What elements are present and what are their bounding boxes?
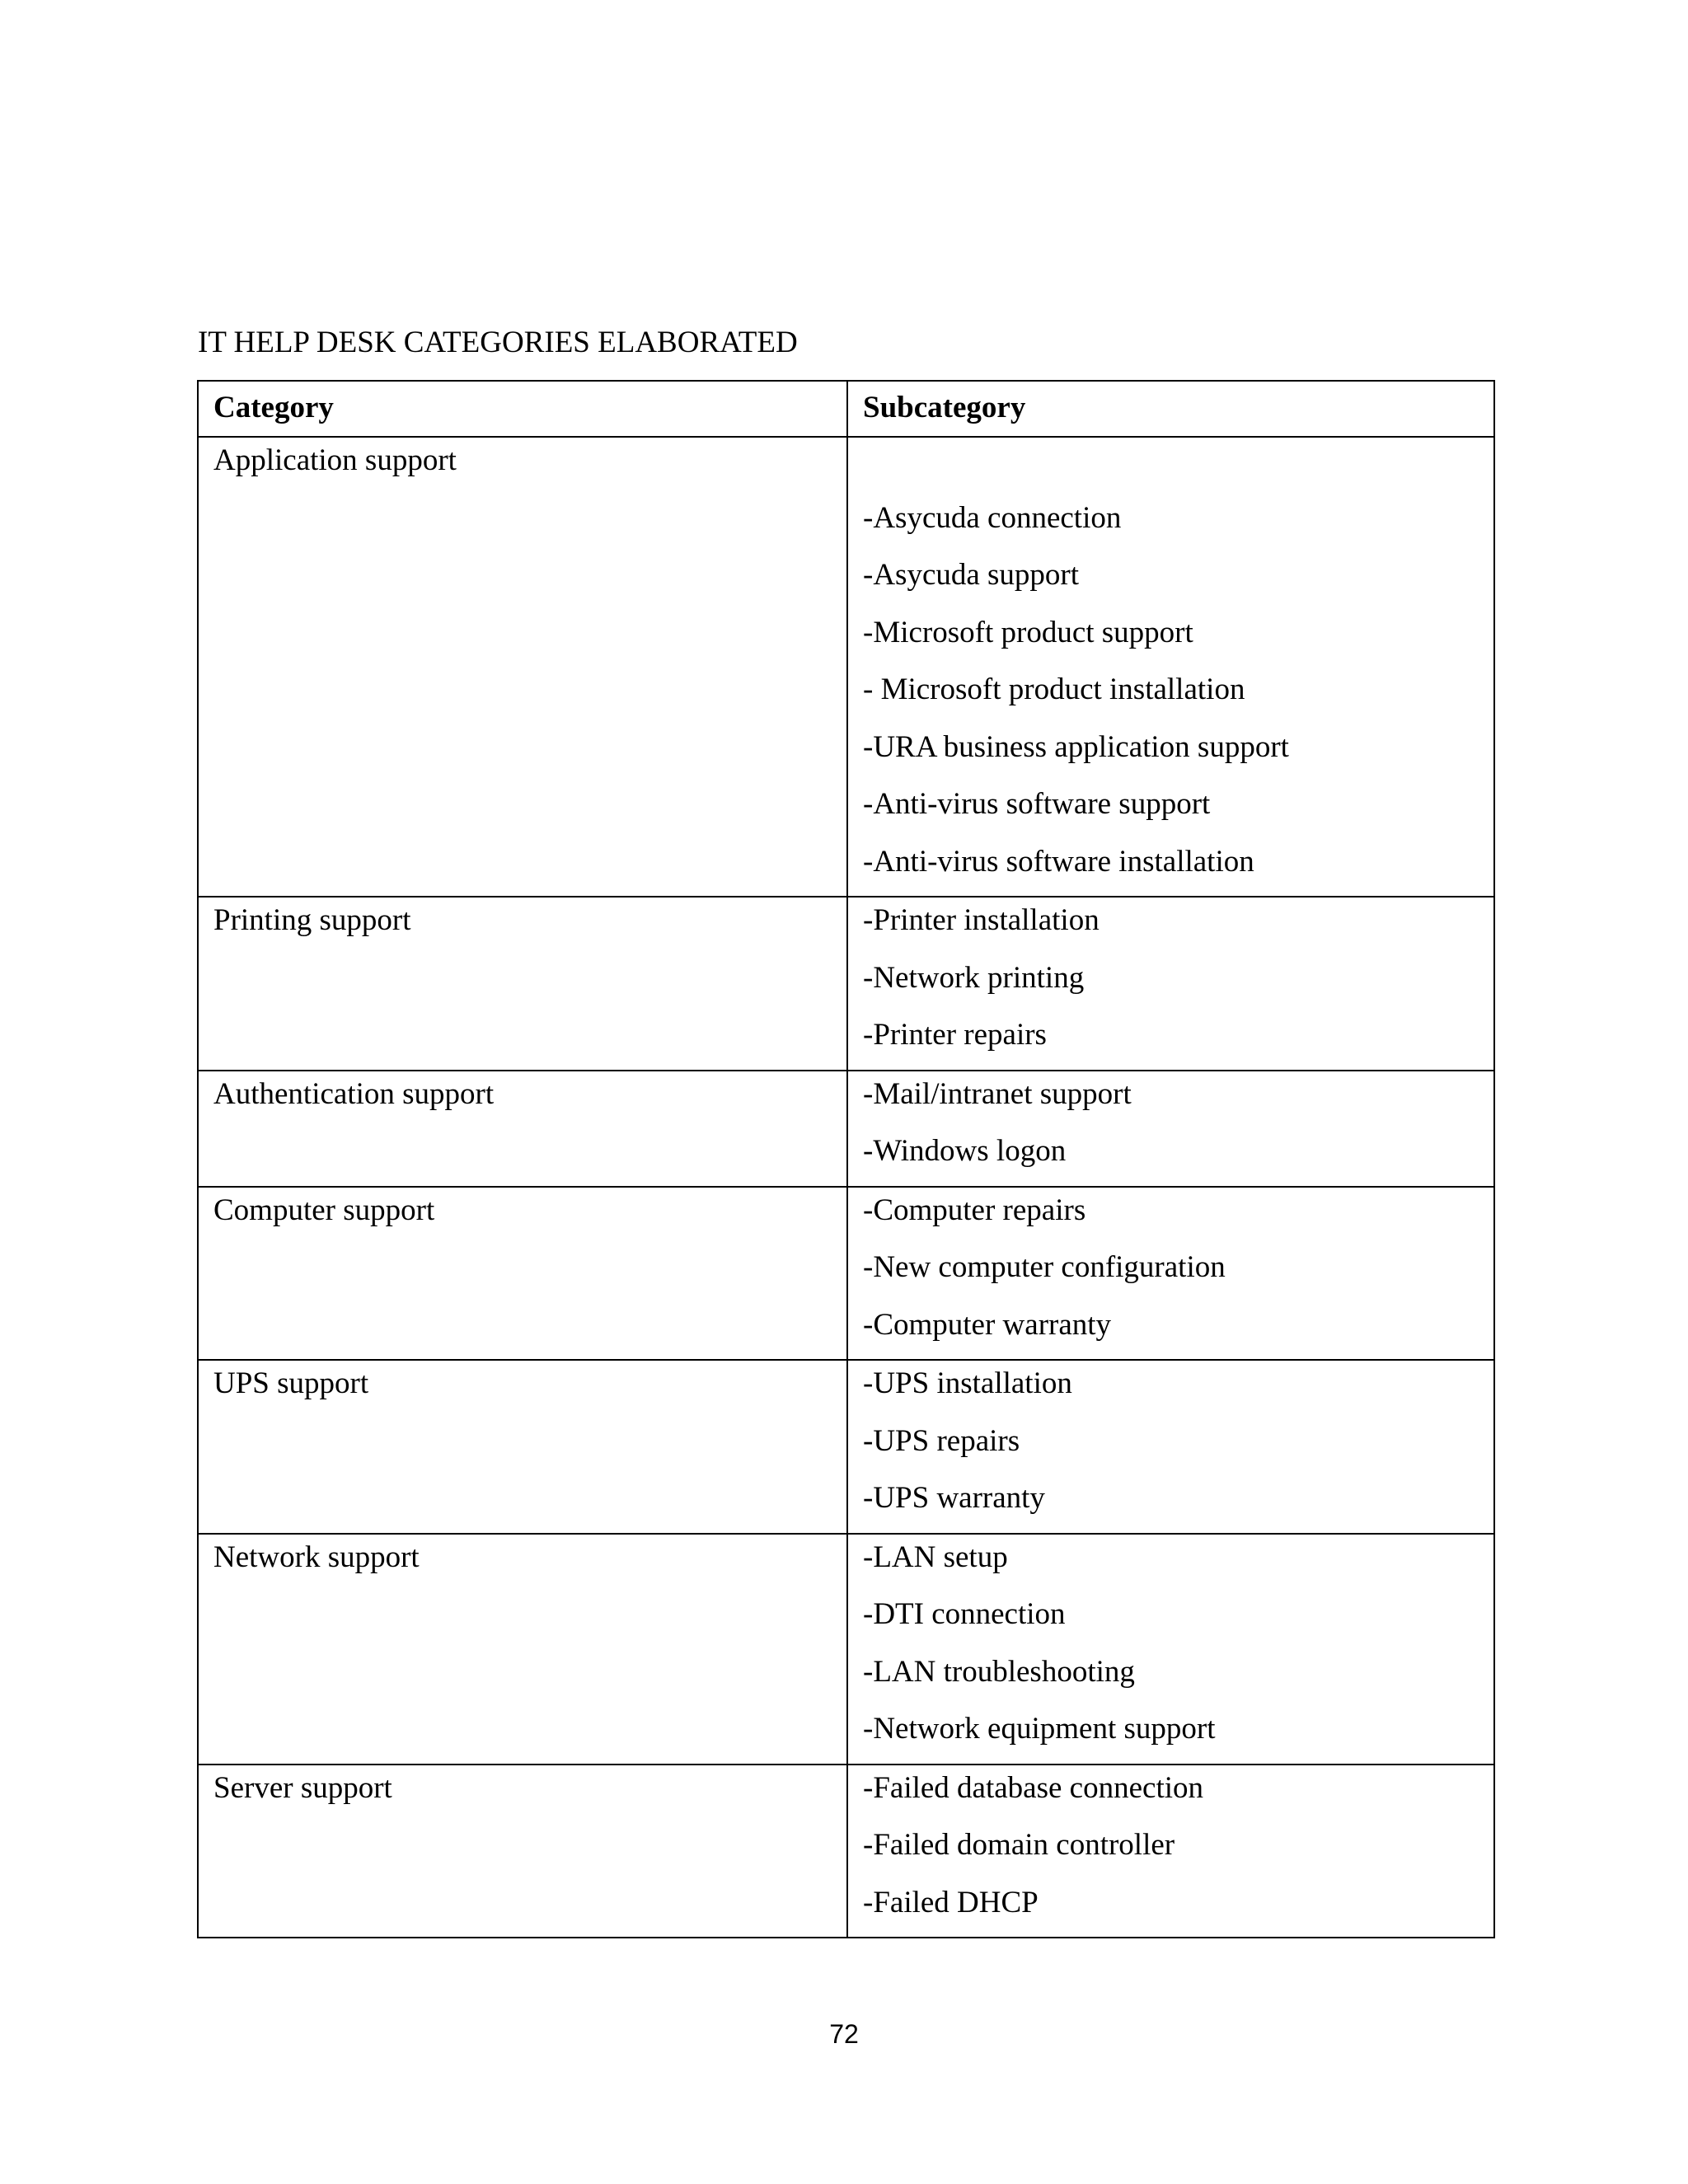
table-row xyxy=(198,1187,1494,1361)
subcategory-item: -New computer configuration xyxy=(863,1250,1226,1284)
subcategory-cell xyxy=(847,1534,1494,1765)
subcategory-item: -Failed database connection xyxy=(863,1770,1203,1805)
category-cell xyxy=(198,897,847,1071)
subcategory-cell xyxy=(847,437,1494,897)
subcategory-item: -Asycuda support xyxy=(863,558,1080,592)
subcategory-item: -UPS warranty xyxy=(863,1481,1045,1515)
subcategory-item: -Printer installation xyxy=(863,903,1100,937)
category-label: Server support xyxy=(213,1770,392,1805)
subcategory-cell xyxy=(847,1765,1494,1938)
subcategory-item: -UPS installation xyxy=(863,1366,1072,1400)
header-category: Category xyxy=(198,381,847,437)
subcategory-item: -Computer warranty xyxy=(863,1307,1112,1342)
subcategory-item: -Windows logon xyxy=(863,1134,1067,1168)
subcategory-item: -Failed domain controller xyxy=(863,1828,1175,1862)
category-cell xyxy=(198,1534,847,1765)
category-label: Computer support xyxy=(213,1193,435,1227)
subcategory-item: -Network printing xyxy=(863,960,1085,995)
subcategory-cell xyxy=(847,1187,1494,1361)
category-label: Printing support xyxy=(213,903,411,937)
table-row xyxy=(198,1765,1494,1938)
category-cell xyxy=(198,1187,847,1361)
subcategory-item: - Microsoft product installation xyxy=(863,673,1245,706)
subcategory-item: -Computer repairs xyxy=(863,1193,1086,1227)
subcategory-item: -LAN troubleshooting xyxy=(863,1654,1135,1689)
page-heading: IT HELP DESK CATEGORIES ELABORATED xyxy=(198,326,798,359)
subcategory-item: -DTI connection xyxy=(863,1597,1066,1631)
subcategory-item: -URA business application support xyxy=(863,729,1289,764)
table-row xyxy=(198,1360,1494,1534)
categories-table xyxy=(197,380,1495,1938)
blank-line xyxy=(863,438,1479,495)
table-body xyxy=(198,381,1494,1938)
subcategory-item: -Network equipment support xyxy=(863,1712,1216,1746)
table-row xyxy=(198,1071,1494,1187)
category-cell xyxy=(198,1360,847,1534)
subcategory-item: -Asycuda connection xyxy=(863,500,1122,535)
subcategory-cell xyxy=(847,897,1494,1071)
subcategory-item: -Anti-virus software support xyxy=(863,787,1211,821)
subcategory-item: -Failed DHCP xyxy=(863,1885,1039,1919)
category-label: Authentication support xyxy=(213,1076,495,1111)
category-cell xyxy=(198,1765,847,1938)
category-cell xyxy=(198,437,847,897)
category-label: Application support xyxy=(213,443,457,477)
category-label: Network support xyxy=(213,1540,420,1574)
subcategory-item: -Microsoft product support xyxy=(863,615,1193,649)
table-row xyxy=(198,897,1494,1071)
category-label: UPS support xyxy=(213,1366,369,1400)
table-row xyxy=(198,1534,1494,1765)
subcategory-item: -Anti-virus software installation xyxy=(863,844,1254,879)
subcategory-item: -Printer repairs xyxy=(863,1018,1047,1052)
page-number: 72 xyxy=(829,2019,859,2049)
header-subcategory: Subcategory xyxy=(847,381,1494,437)
table-header-row xyxy=(198,381,1494,437)
subcategory-cell xyxy=(847,1360,1494,1534)
subcategory-item: -Mail/intranet support xyxy=(863,1076,1132,1111)
subcategory-item: -LAN setup xyxy=(863,1540,1008,1574)
table-row xyxy=(198,437,1494,897)
subcategory-item: -UPS repairs xyxy=(863,1423,1020,1458)
subcategory-cell xyxy=(847,1071,1494,1187)
category-cell xyxy=(198,1071,847,1187)
